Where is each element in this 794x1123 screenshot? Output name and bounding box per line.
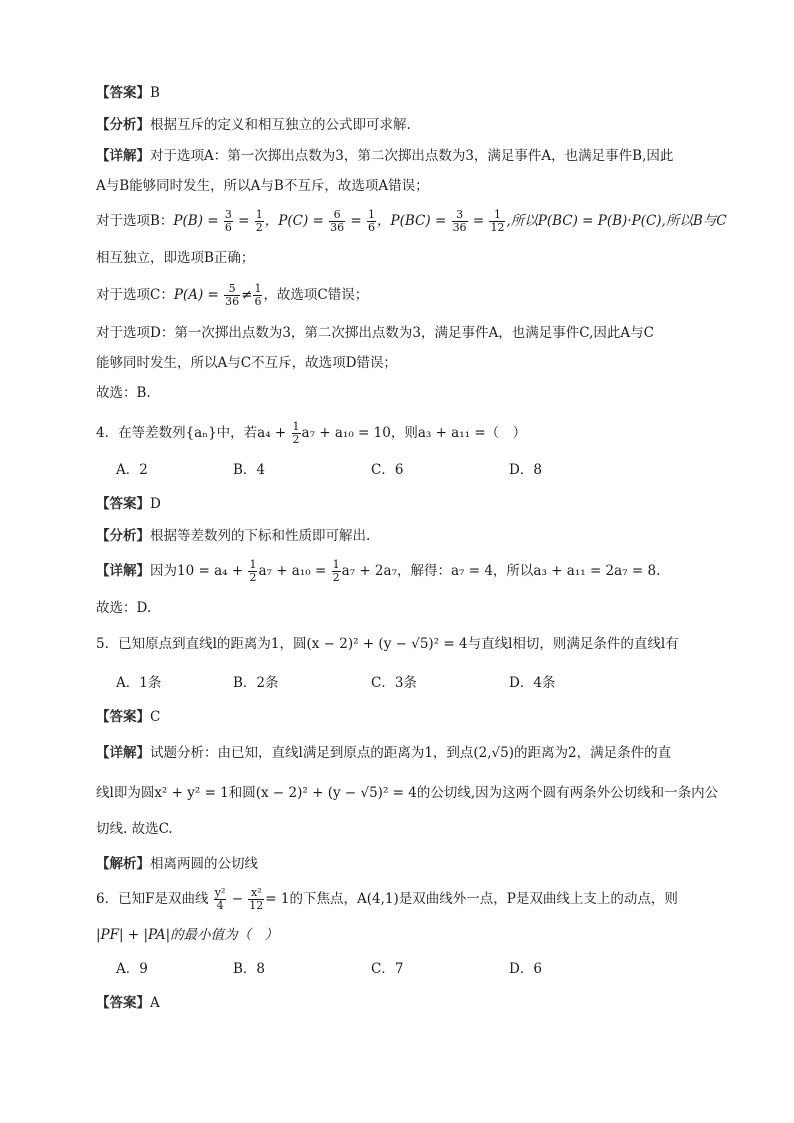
q4-analysis: 根据等差数列的下标和性质即可解出. <box>150 528 371 544</box>
q3-choose-line <box>96 383 706 403</box>
q4-choose: 故选：D. <box>96 600 152 616</box>
q5-option-c: C．3条 <box>371 675 417 691</box>
q3-option-d-line-2 <box>96 353 706 373</box>
fraction: $\frac{1}{2}$ <box>292 420 300 446</box>
q6-stem-line-1 <box>96 884 706 914</box>
q4-option-d: D．8 <box>509 462 542 478</box>
fraction: $\frac{1}{12}$ <box>490 208 505 234</box>
q5-detail-line-2 <box>96 783 719 803</box>
minus-sign: − <box>231 891 243 907</box>
q5-option-a: A．1条 <box>116 675 162 691</box>
option-c-prefix: 对于选项C： <box>96 287 174 303</box>
q6-stem-line2-text: |PF| + |PA|的最小值为（ ） <box>96 927 279 943</box>
q5-parse: 相离两圆的公切线 <box>150 856 258 872</box>
q5-answer-line <box>96 707 706 727</box>
fraction: $\frac{1}{2}$ <box>255 208 263 234</box>
option-b-conclusion: 相互独立，即选项B正确； <box>96 250 255 266</box>
q4-choose-line <box>96 598 706 618</box>
q3-detail-line-2 <box>96 176 706 196</box>
analysis-tag: 【分析】 <box>96 528 150 544</box>
answer-tag: 【答案】 <box>96 85 150 101</box>
equals-sign: = <box>238 213 250 229</box>
q4-option-c: C．6 <box>371 462 404 478</box>
detail-tag: 【详解】 <box>96 563 150 579</box>
q5-detail-text-1: 试题分析：由已知，直线l满足到原点的距离为1，到点(2,√5)的距离为2，满足条件的直 <box>150 745 672 761</box>
q6-option-c: C．7 <box>371 961 404 977</box>
answer-tag: 【答案】 <box>96 709 150 725</box>
q5-stem <box>96 634 706 654</box>
detail-tag: 【详解】 <box>96 148 150 164</box>
q6-stem-b: = 1的下焦点，A(4,1)是双曲线外一点，P是双曲线上支上的动点，则 <box>265 891 678 907</box>
equals-sign: = <box>472 213 485 229</box>
fraction: $\frac{\text{y²}}{4}$ <box>214 886 226 912</box>
pc-expr: ，P(C) = <box>264 213 324 229</box>
option-d-text-2: 能够同时发生，所以A与C不互斥，故选项D错误； <box>96 355 397 371</box>
q3-analysis-line <box>96 115 706 135</box>
q3-detail-text-1: 对于选项A：第一次掷出点数为3，第二次掷出点数为3，满足事件A，也满足事件B,因此 <box>150 148 674 164</box>
q4-stem-b: a₇ + a₁₀ = 10，则a₃ + a₁₁ =（ ） <box>301 425 527 441</box>
q6-option-a: A．9 <box>116 961 148 977</box>
q5-detail-line-3 <box>96 819 706 839</box>
q3-analysis: 根据互斥的定义和相互独立的公式即可求解. <box>150 117 411 133</box>
q3-detail-text-2: A与B能够同时发生，所以A与B不互斥，故选项A错误； <box>96 178 429 194</box>
answer-tag: 【答案】 <box>96 496 150 512</box>
q4-stem <box>96 418 706 448</box>
q5-detail-line-1 <box>96 743 706 763</box>
q4-answer: D <box>150 496 161 512</box>
analysis-tag: 【分析】 <box>96 117 150 133</box>
q3-detail-line-1 <box>96 146 706 166</box>
q4-detail-a: 因为10 = a₄ + <box>150 563 244 579</box>
fraction: $\frac{\text{x²}}{12}$ <box>249 886 264 912</box>
q5-option-b: B．2条 <box>233 675 279 691</box>
q4-analysis-line <box>96 526 706 546</box>
equals-sign: = <box>350 213 362 229</box>
q3-answer: B <box>150 85 160 101</box>
fraction: $\frac{3}{6}$ <box>224 208 232 234</box>
q4-answer-line <box>96 494 706 514</box>
q3-option-c-line <box>96 280 706 310</box>
q5-parse-line <box>96 854 706 874</box>
option-b-tail: ,所以P(BC) = P(B)·P(C),所以B与C <box>506 213 727 229</box>
detail-tag: 【详解】 <box>96 745 150 761</box>
q5-detail-text-3: 切线. 故选C. <box>96 821 173 837</box>
pa-expr: P(A) = <box>173 287 219 303</box>
not-equal-sign: ≠ <box>241 287 253 303</box>
q6-stem-line-2 <box>96 925 706 945</box>
q6-option-d: D．6 <box>509 961 542 977</box>
fraction: $\frac{1}{6}$ <box>368 208 376 234</box>
q6-answer: A <box>150 995 160 1011</box>
q6-option-b: B．8 <box>233 961 266 977</box>
answer-tag: 【答案】 <box>96 995 150 1011</box>
q6-stem-a: 6．已知F是双曲线 <box>96 891 209 907</box>
q5-detail-text-2: 线l即为圆x² + y² = 1和圆(x − 2)² + (y − √5)² = 4的公切线,因为这两个圆有两条外公切线和一条内公 <box>96 785 719 801</box>
option-d-text-1: 对于选项D：第一次掷出点数为3，第二次掷出点数为3，满足事件A，也满足事件C,因此A与C <box>96 325 654 341</box>
q4-detail-c: a₇ + 2a₇，解得：a₇ = 4，所以a₃ + a₁₁ = 2a₇ = 8. <box>341 563 661 579</box>
q4-option-b: B．4 <box>233 462 266 478</box>
q3-option-b-line <box>96 206 727 236</box>
q4-stem-a: 4．在等差数列{aₙ}中，若a₄ + <box>96 425 287 441</box>
q6-answer-line <box>96 993 706 1013</box>
q3-option-d-line-1 <box>96 323 706 343</box>
q4-option-a: A．2 <box>116 462 148 478</box>
fraction: $\frac{6}{36}$ <box>330 208 345 234</box>
q5-answer: C <box>150 709 161 725</box>
q4-detail-line <box>96 556 706 586</box>
pbc-expr: ，P(BC) = <box>377 213 447 229</box>
q4-detail-b: a₇ + a₁₀ = <box>258 563 327 579</box>
fraction: $\frac{5}{36}$ <box>225 282 240 308</box>
fraction: $\frac{1}{2}$ <box>249 558 257 584</box>
q5-option-d: D．4条 <box>509 675 556 691</box>
q3-answer-line <box>96 83 706 103</box>
fraction: $\frac{3}{36}$ <box>452 208 467 234</box>
fraction: $\frac{1}{2}$ <box>332 558 340 584</box>
q3-option-b-line-2 <box>96 248 706 268</box>
parse-tag: 【解析】 <box>96 856 150 872</box>
q5-stem-text: 5．已知原点到直线l的距离为1，圆(x − 2)² + (y − √5)² = 4与直线l相切，则满足条件的直线l有 <box>96 636 679 652</box>
fraction: $\frac{1}{6}$ <box>254 282 262 308</box>
q3-choose: 故选：B. <box>96 385 151 401</box>
option-b-prefix: 对于选项B： <box>96 213 174 229</box>
pb-expr: P(B) = <box>173 213 219 229</box>
option-c-tail: ，故选项C错误； <box>263 287 369 303</box>
